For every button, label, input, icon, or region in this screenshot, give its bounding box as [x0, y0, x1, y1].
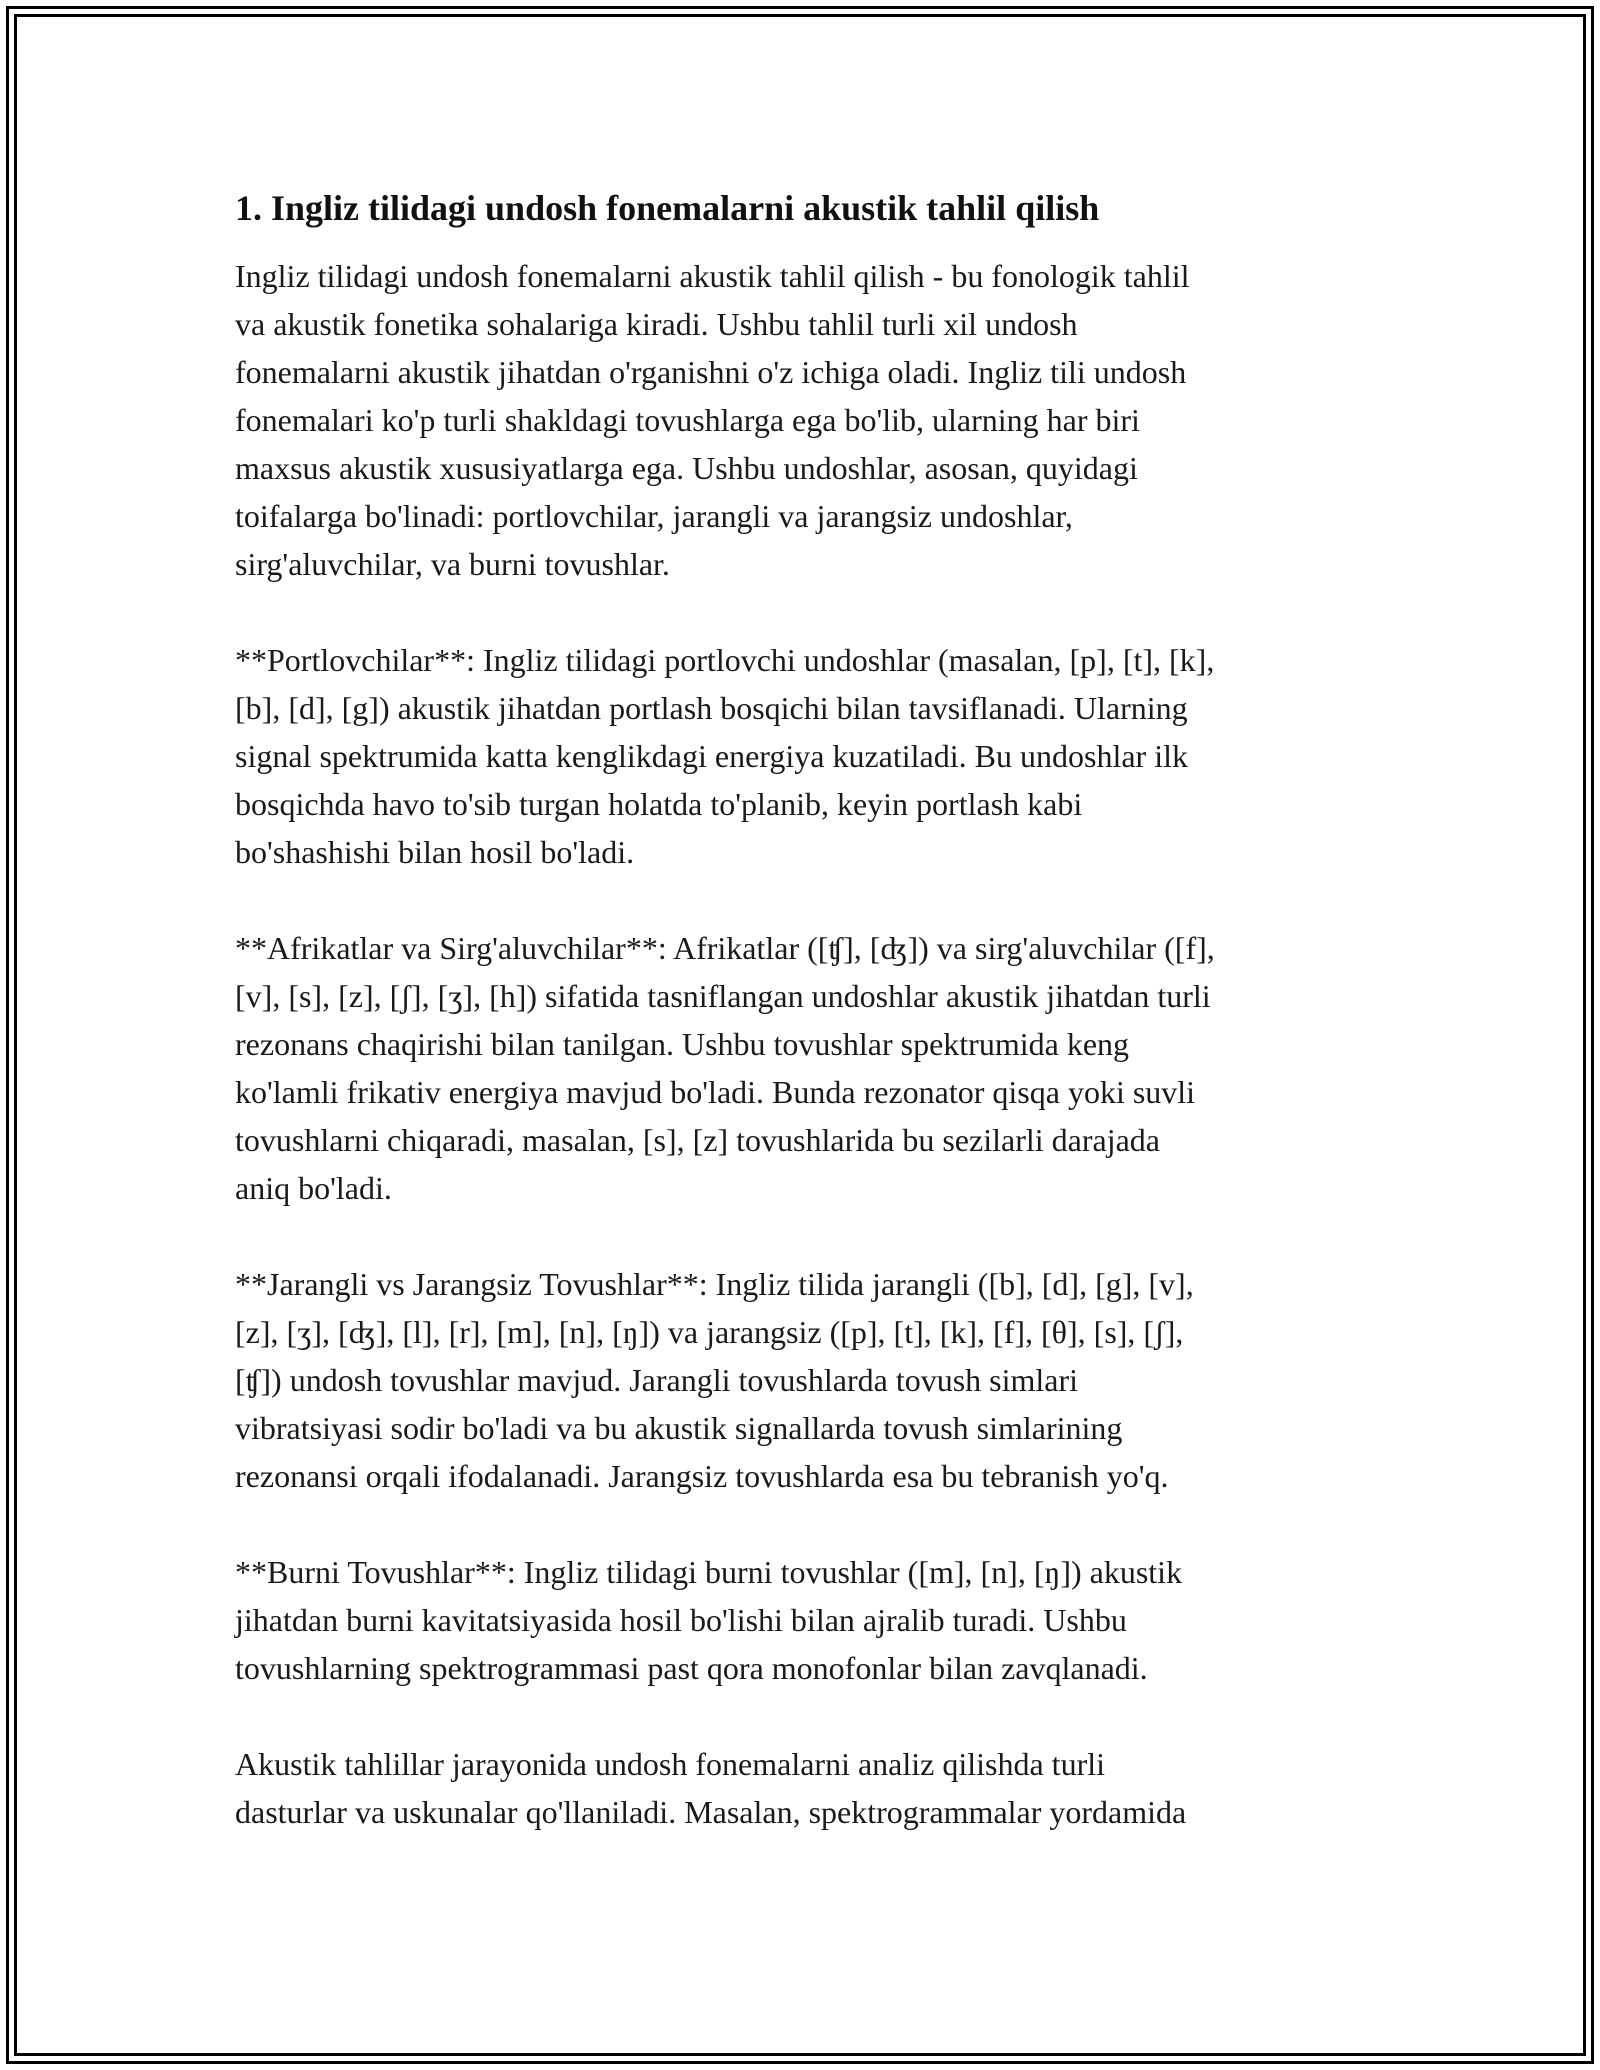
paragraph-intro: Ingliz tilidagi undosh fonemalarni akustik tahlil qilish - bu fonologik tahlil va akustik fonetika sohalariga kiradi. Ushbu tahlil turli xil undosh fonemalarni akustik jihatdan o'rganishni o'z ichiga oladi. Ingliz tili undosh fonemalari ko'p turli shakldagi tovushlarga ega bo'lib, ularning har biri maxsus akustik xususiyatlarga ega. Ushbu undoshlar, asosan, quyidagi toifalarga bo'linadi: portlovchilar, jarangli va jarangsiz undoshlar, sirg'aluvchilar, va burni tovushlar.	[235, 258, 1190, 582]
paragraph-afrikatlar: **Afrikatlar va Sirg'aluvchilar**: Afrikatlar ([ʧ], [ʤ]) va sirg'aluvchilar ([f], [v], [s], [z], [ʃ], [ʒ], [h]) sifatida tasniflangan undoshlar akustik jihatdan turli rezonans chaqirishi bilan tanilgan. Ushbu tovushlar spektrumida keng ko'lamli frikativ energiya mavjud bo'ladi. Bunda rezonator qisqa yoki suvli tovushlarni chiqaradi, masalan, [s], [z] tovushlarida bu sezilarli darajada aniq bo'ladi.	[235, 930, 1215, 1206]
paragraph-burni: **Burni Tovushlar**: Ingliz tilidagi burni tovushlar ([m], [n], [ŋ]) akustik jihatdan burni kavitatsiyasida hosil bo'lishi bilan ajralib turadi. Ushbu tovushlarning spektrogrammasi past qora monofonlar bilan zavqlanadi.	[235, 1554, 1183, 1686]
document-body	[235, 186, 1375, 1884]
paragraph-portlovchilar: **Portlovchilar**: Ingliz tilidagi portlovchi undoshlar (masalan, [p], [t], [k], [b], [d], [g]) akustik jihatdan portlash bosqichi bilan tavsiflanadi. Ularning signal spektrumida katta kenglikdagi energiya kuzatiladi. Bu undoshlar ilk bosqichda havo to'sib turgan holatda to'planib, keyin portlash kabi bo'shashishi bilan hosil bo'ladi.	[235, 642, 1215, 870]
section-heading: 1. Ingliz tilidagi undosh fonemalarni akustik tahlil qilish	[235, 188, 1100, 228]
paragraph-jarangli: **Jarangli vs Jarangsiz Tovushlar**: Ingliz tilida jarangli ([b], [d], [g], [v], [z], [ʒ], [ʤ], [l], [r], [m], [n], [ŋ]) va jarangsiz ([p], [t], [k], [f], [θ], [s], [ʃ], [ʧ]) undosh tovushlar mavjud. Jarangli tovushlarda tovush simlari vibratsiyasi sodir bo'ladi va bu akustik signallarda tovush simlarining rezonansi orqali ifodalanadi. Jarangsiz tovushlarda esa bu tebranish yo'q.	[235, 1266, 1194, 1494]
paragraph-akustik-tahlillar: Akustik tahlillar jarayonida undosh fonemalarni analiz qilishda turli dasturlar va uskunalar qo'llaniladi. Masalan, spektrogrammalar yordamida	[235, 1746, 1187, 1830]
